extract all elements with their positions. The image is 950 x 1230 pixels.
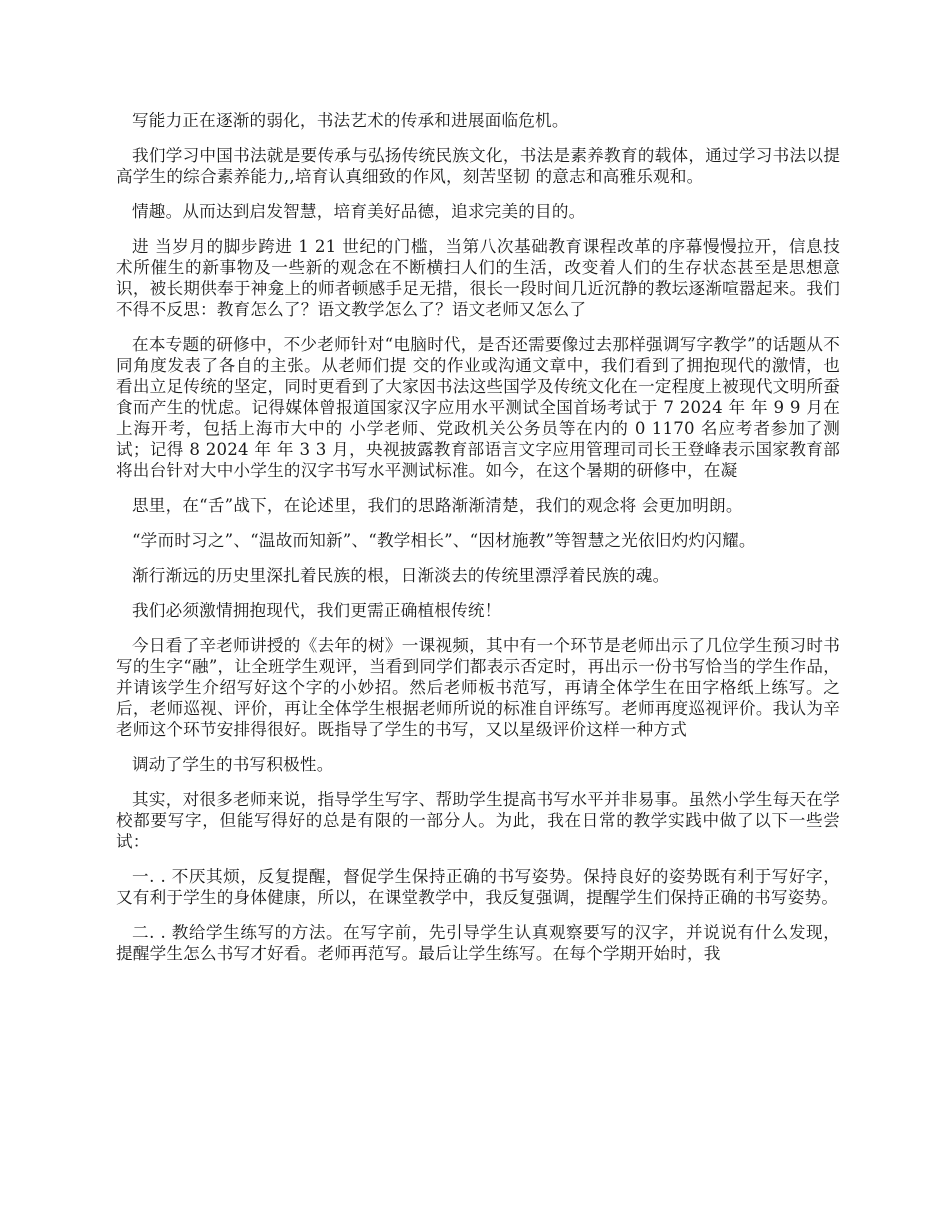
paragraph-7: “学而时习之”、“温故而知新”、“教学相长”、“因材施教”等智慧之光依旧灼灼闪耀。 — [132, 531, 756, 550]
paragraph-11: 调动了学生的书写积极性。 — [132, 755, 334, 774]
paragraph-9: 我们必须激情拥抱现代，我们更需正确植根传统！ — [132, 601, 502, 620]
document-body — [116, 110, 840, 978]
paragraph-10: 今日看了辛老师讲授的《去年的树》一课视频，其中有一个环节是老师出示了几位学生预习时书写的生字“融”，让全班学生观评，当看到同学们都表示否定时，再出示一份书写恰当的学生作品，并请该学生介绍写好这个字的小妙招。然后老师板书范写，再请全体学生在田字格纸上练写。之后，老师巡视、评价，再让全体学生根据老师所说的标准自评练写。老师再度巡视评价。我认为辛老师这个环节安排得很好。既指导了学生的书写，又以星级评价这样一种方式 — [116, 636, 840, 739]
paragraph-5: 在本专题的研修中，不少老师针对“电脑时代，是否还需要像过去那样强调写字教学”的话题从不同角度发表了各自的主张。从老师们提 交的作业或沟通文章中，我们看到了拥抱现代的激情，也看出立足传统的坚定，同时更看到了大家因书法这些国学及传统文化在一定程度上被现代文明所蚕食而产生的忧虑。记得媒体曾报道国家汉字应用水平测试全国首场考试于 7 2024 年 年 9 9 月在上海开考，包括上海市大中的 小学老师、党政机关公务员等在内的 0 1170 名应考者参加了测试；记得 8 2024 年 年 3 3 月，央视披露教育部语言文字应用管理司司长王登峰表示国家教育部将出台针对大中小学生的汉字书写水平测试标准。如今，在这个暑期的研修中，在凝 — [116, 335, 840, 480]
paragraph-1: 写能力正在逐渐的弱化，书法艺术的传承和进展面临危机。 — [132, 111, 569, 130]
paragraph-2: 我们学习中国书法就是要传承与弘扬传统民族文化，书法是素养教育的载体，通过学习书法以提高学生的综合素养能力,,培育认真细致的作风，刻苦坚韧 的意志和高雅乐观和。 — [116, 146, 840, 186]
paragraph-13: 一. . 不厌其烦，反复提醒，督促学生保持正确的书写姿势。保持良好的姿势既有利于写好字，又有利于学生的身体健康，所以，在课堂教学中，我反复强调，提醒学生们保持正确的书写姿势。 — [116, 867, 840, 907]
paragraph-12: 其实，对很多老师来说，指导学生写字、帮助学生提高书写水平并非易事。虽然小学生每天在学校都要写字，但能写得好的总是有限的一部分人。为此，我在日常的教学实践中做了以下一些尝试： — [116, 790, 840, 851]
paragraph-6: 思里，在“舌”战下，在论述里，我们的思路渐渐清楚，我们的观念将 会更加明朗。 — [132, 496, 743, 515]
paragraph-4: 进 当岁月的脚步跨进 1 21 世纪的门槛，当第八次基础教育课程改革的序幕慢慢拉开，信息技术所催生的新事物及一些新的观念在不断横扫人们的生活，改变着人们的生存状态甚至是思想意识，被长期供奉于神龛上的师者顿感手足无措，很长一段时间几近沉静的教坛逐渐喧嚣起来。我们不得不反思：教育怎么了？语文教学怎么了？语文老师又怎么了 — [116, 237, 840, 319]
paragraph-8: 渐行渐远的历史里深扎着民族的根，日渐淡去的传统里漂浮着民族的魂。 — [132, 566, 670, 585]
paragraph-14: 二. . 教给学生练写的方法。在写字前，先引导学生认真观察要写的汉字，并说说有什么发现，提醒学生怎么书写才好看。老师再范写。最后让学生练写。在每个学期开始时，我 — [116, 923, 840, 963]
paragraph-3: 情趣。从而达到启发智慧，培育美好品德，追求完美的目的。 — [132, 202, 586, 221]
